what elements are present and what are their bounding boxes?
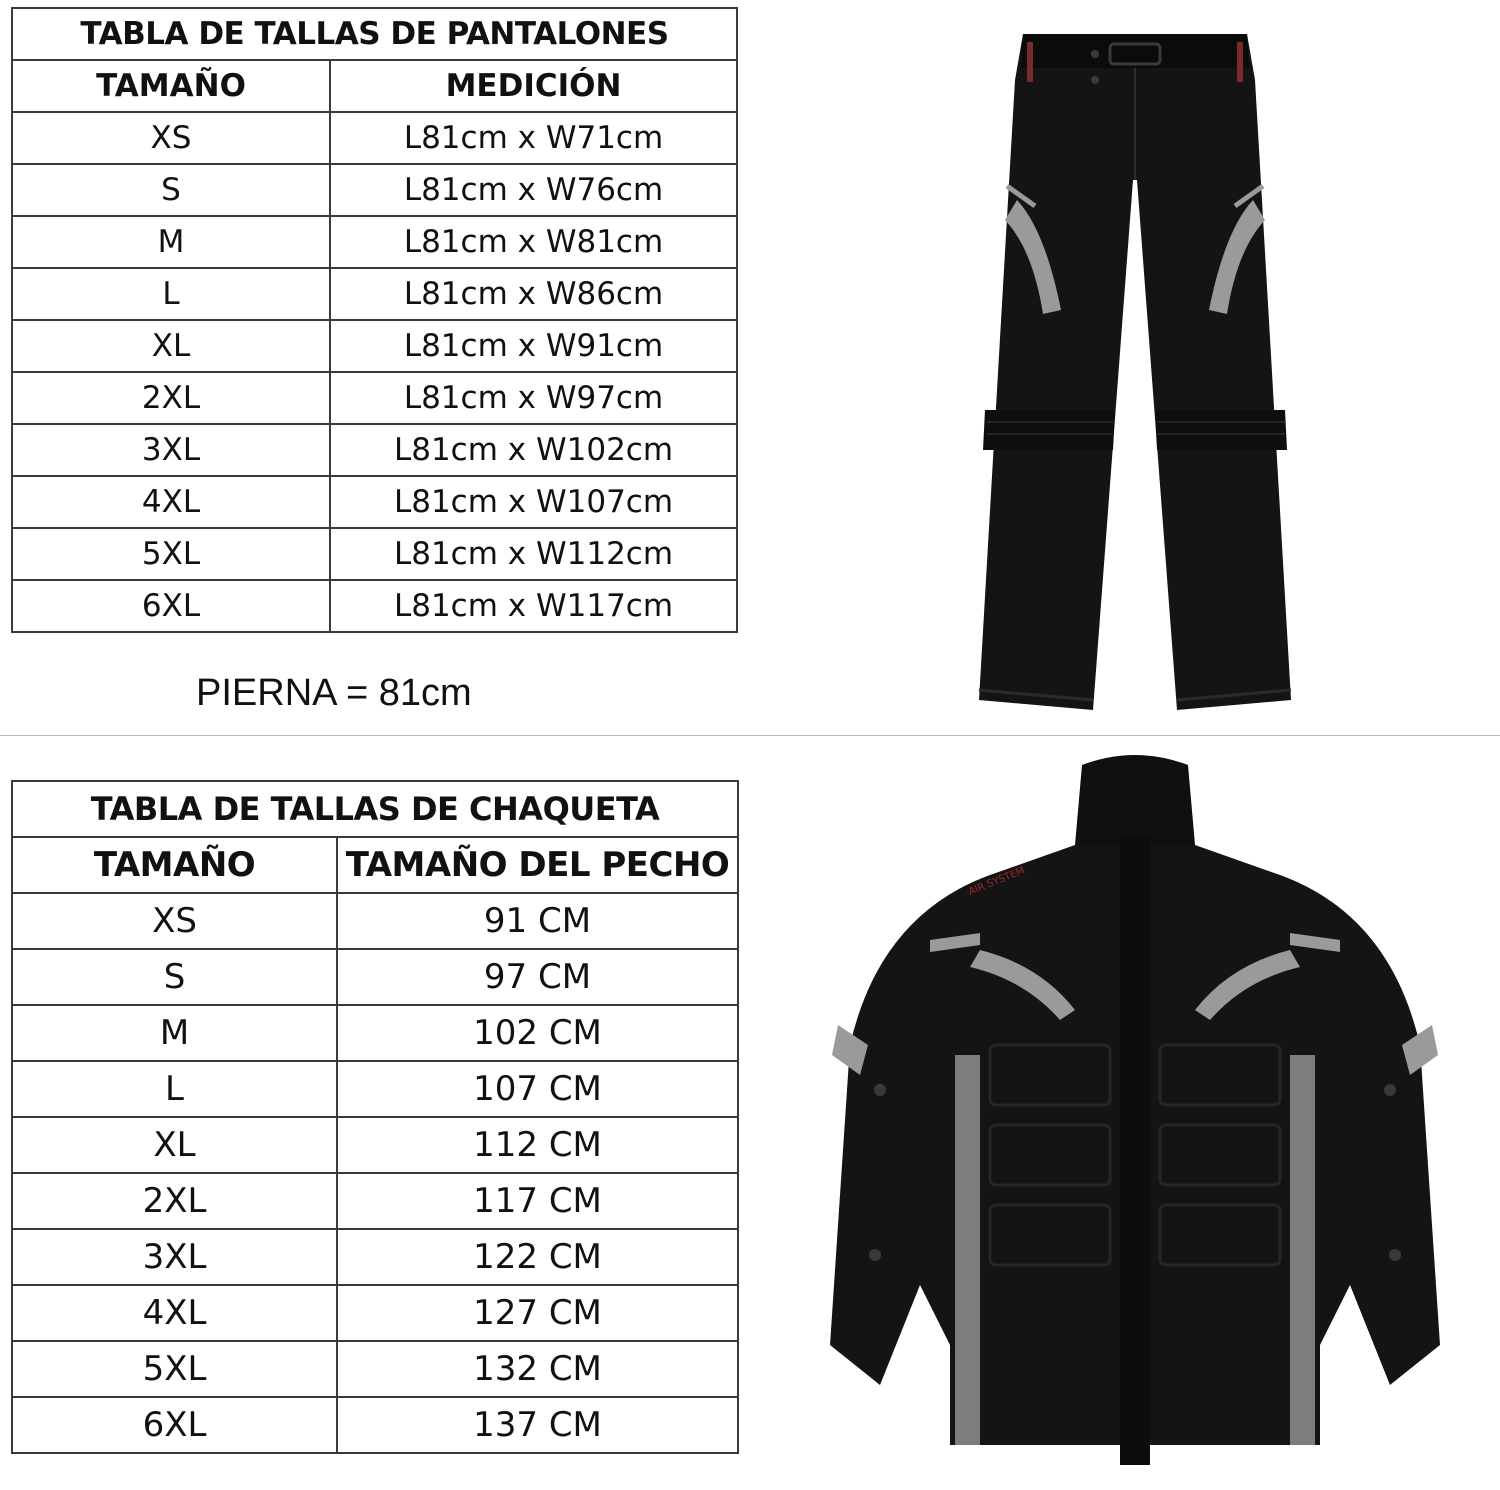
table-row bbox=[12, 476, 737, 528]
chest-size-cell: 91 CM bbox=[337, 893, 738, 949]
table-row bbox=[12, 424, 737, 476]
table-row bbox=[12, 320, 737, 372]
column-header-size: TAMAÑO bbox=[12, 837, 337, 893]
measurement-cell: L81cm x W112cm bbox=[330, 528, 737, 580]
size-cell: 4XL bbox=[12, 1285, 337, 1341]
size-cell: 6XL bbox=[12, 1397, 337, 1453]
table-row bbox=[12, 949, 738, 1005]
table-row bbox=[12, 893, 738, 949]
column-header-size: TAMAÑO bbox=[12, 60, 330, 112]
measurement-cell: L81cm x W117cm bbox=[330, 580, 737, 632]
table-row bbox=[12, 1005, 738, 1061]
table-row bbox=[12, 1229, 738, 1285]
size-cell: M bbox=[12, 1005, 337, 1061]
measurement-cell: L81cm x W91cm bbox=[330, 320, 737, 372]
chest-size-cell: 117 CM bbox=[337, 1173, 738, 1229]
table-row bbox=[12, 112, 737, 164]
leg-length-note: PIERNA = 81cm bbox=[196, 672, 472, 714]
pants-table-title: TABLA DE TALLAS DE PANTALONES bbox=[12, 8, 737, 60]
size-cell: 2XL bbox=[12, 1173, 337, 1229]
table-row bbox=[12, 372, 737, 424]
column-header-chest-size: TAMAÑO DEL PECHO bbox=[337, 837, 738, 893]
table-row bbox=[12, 1285, 738, 1341]
size-cell: S bbox=[12, 164, 330, 216]
size-cell: 5XL bbox=[12, 1341, 337, 1397]
section-divider bbox=[0, 735, 1500, 736]
table-header-row bbox=[12, 60, 737, 112]
pants-product-image bbox=[965, 10, 1305, 715]
size-cell: S bbox=[12, 949, 337, 1005]
jacket-size-table bbox=[11, 780, 739, 1454]
size-cell: 4XL bbox=[12, 476, 330, 528]
size-cell: XS bbox=[12, 112, 330, 164]
measurement-cell: L81cm x W81cm bbox=[330, 216, 737, 268]
jacket-table-body bbox=[12, 781, 738, 1453]
table-row bbox=[12, 1117, 738, 1173]
measurement-cell: L81cm x W102cm bbox=[330, 424, 737, 476]
size-cell: M bbox=[12, 216, 330, 268]
table-row bbox=[12, 580, 737, 632]
measurement-cell: L81cm x W76cm bbox=[330, 164, 737, 216]
size-cell: L bbox=[12, 1061, 337, 1117]
measurement-cell: L81cm x W97cm bbox=[330, 372, 737, 424]
jacket-product-image bbox=[820, 745, 1450, 1485]
jacket-table-title: TABLA DE TALLAS DE CHAQUETA bbox=[12, 781, 738, 837]
chest-size-cell: 107 CM bbox=[337, 1061, 738, 1117]
chest-size-cell: 132 CM bbox=[337, 1341, 738, 1397]
table-row bbox=[12, 1341, 738, 1397]
pants-table-body bbox=[12, 8, 737, 632]
table-row bbox=[12, 528, 737, 580]
chest-size-cell: 112 CM bbox=[337, 1117, 738, 1173]
table-row bbox=[12, 268, 737, 320]
chest-size-cell: 122 CM bbox=[337, 1229, 738, 1285]
table-row bbox=[12, 216, 737, 268]
size-cell: 2XL bbox=[12, 372, 330, 424]
column-header-measurement: MEDICIÓN bbox=[330, 60, 737, 112]
chest-size-cell: 137 CM bbox=[337, 1397, 738, 1453]
table-title-row bbox=[12, 8, 737, 60]
size-cell: 3XL bbox=[12, 424, 330, 476]
size-cell: XL bbox=[12, 320, 330, 372]
table-row bbox=[12, 164, 737, 216]
size-cell: 6XL bbox=[12, 580, 330, 632]
chest-size-cell: 102 CM bbox=[337, 1005, 738, 1061]
size-cell: XS bbox=[12, 893, 337, 949]
measurement-cell: L81cm x W107cm bbox=[330, 476, 737, 528]
chest-size-cell: 97 CM bbox=[337, 949, 738, 1005]
table-row bbox=[12, 1173, 738, 1229]
table-title-row bbox=[12, 781, 738, 837]
pants-size-table bbox=[11, 7, 738, 633]
size-cell: L bbox=[12, 268, 330, 320]
size-cell: XL bbox=[12, 1117, 337, 1173]
measurement-cell: L81cm x W86cm bbox=[330, 268, 737, 320]
size-cell: 5XL bbox=[12, 528, 330, 580]
table-row bbox=[12, 1397, 738, 1453]
size-cell: 3XL bbox=[12, 1229, 337, 1285]
measurement-cell: L81cm x W71cm bbox=[330, 112, 737, 164]
jacket-brand-label: AIR SYSTEM bbox=[967, 865, 1027, 898]
chest-size-cell: 127 CM bbox=[337, 1285, 738, 1341]
table-row bbox=[12, 1061, 738, 1117]
table-header-row bbox=[12, 837, 738, 893]
